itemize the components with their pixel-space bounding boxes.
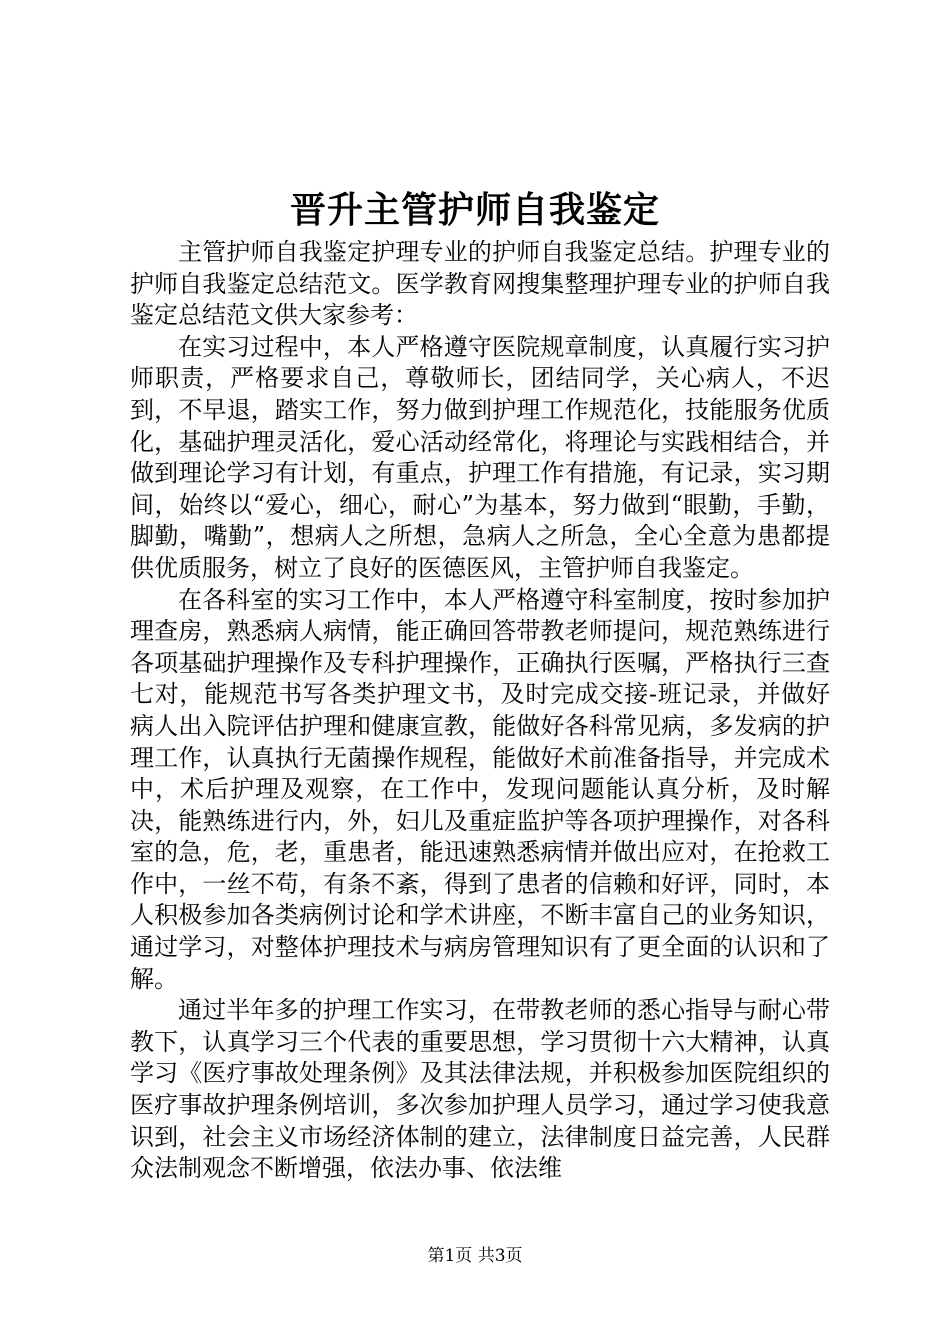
document-body — [130, 237, 830, 1185]
paragraph-study: 通过半年多的护理工作实习，在带教老师的悉心指导与耐心带教下，认真学习三个代表的重要思想，学习贯彻十六大精神，认真学习《医疗事故处理条例》及其法律法规，并积极参加医院组织的医疗事故护理条例培训，多次参加护理人员学习，通过学习使我意识到，社会主义市场经济体制的建立，法律制度日益完善，人民群众法制观念不断增强，依法办事、依法维 — [130, 996, 830, 1183]
page-title: 晋升主管护师自我鉴定 — [289, 189, 660, 231]
paragraph-departments: 在各科室的实习工作中，本人严格遵守科室制度，按时参加护理查房，熟悉病人病情，能正确回答带教老师提问，规范熟练进行各项基础护理操作及专科护理操作，正确执行医嘱，严格执行三查七对，能规范书写各类护理文书，及时完成交接-班记录，并做好病人出入院评估护理和健康宣教，能做好各科常见病，多发病的护理工作，认真执行无菌操作规程，能做好术前准备指导，并完成术中，术后护理及观察，在工作中，发现问题能认真分析，及时解决，能熟练进行内，外，妇儿及重症监护等各项护理操作，对各科室的急，危，老，重患者，能迅速熟悉病情并做出应对，在抢救工作中，一丝不苟，有条不紊，得到了患者的信赖和好评，同时，本人积极参加各类病例讨论和学术讲座，不断丰富自己的业务知识，通过学习，对整体护理技术与病房管理知识有了更全面的认识和了解。 — [130, 585, 830, 993]
paragraph-intro: 主管护师自我鉴定护理专业的护师自我鉴定总结。护理专业的护师自我鉴定总结范文。医学教育网搜集整理护理专业的护师自我鉴定总结范文供大家参考： — [130, 238, 830, 330]
paragraph-internship: 在实习过程中，本人严格遵守医院规章制度，认真履行实习护师职责，严格要求自己，尊敬师长，团结同学，关心病人，不迟到，不早退，踏实工作，努力做到护理工作规范化，技能服务优质化，基础护理灵活化，爱心活动经常化，将理论与实践相结合，并做到理论学习有计划，有重点，护理工作有措施，有记录，实习期间，始终以“爱心，细心，耐心”为基本，努力做到“眼勤，手勤，脚勤，嘴勤”，想病人之所想，急病人之所急，全心全意为患都提供优质服务，树立了良好的医德医风，主管护师自我鉴定。 — [130, 332, 830, 582]
page-number-footer: 第1页 共3页 — [427, 1246, 523, 1266]
